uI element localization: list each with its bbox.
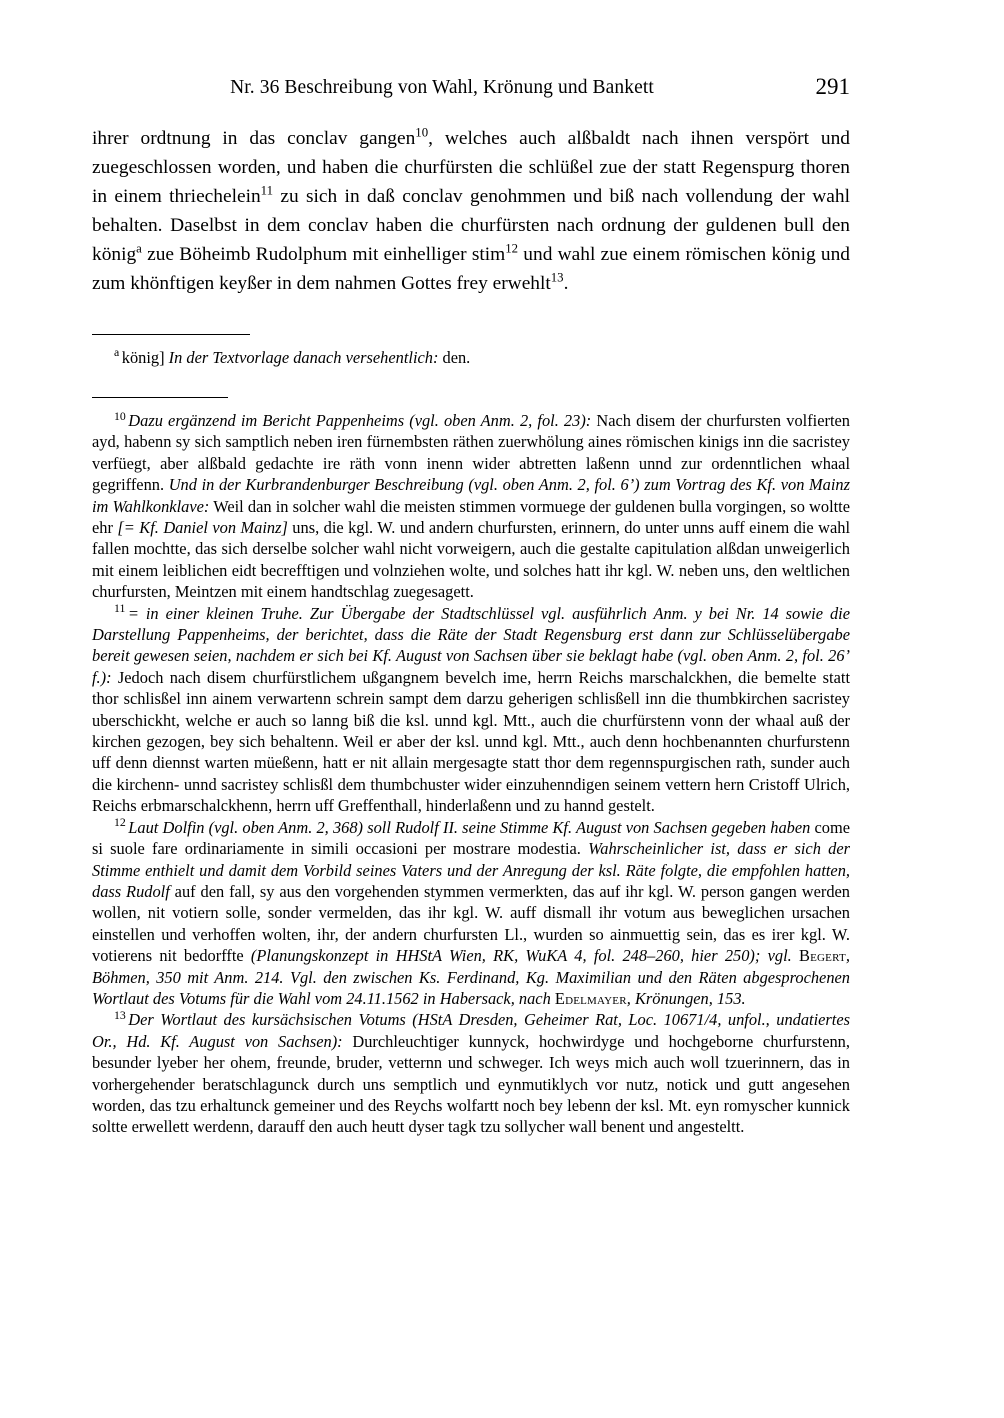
footnote-11 bbox=[92, 603, 850, 817]
footnote-roman-text: Jedoch nach disem churfürstlichem ußgangnem bevelch ime, herrn Reichs marschalckhen, die bemelte statt thor schlisßel inn ainem verwartenn schrein sampt dem darzu geherigen schlisßell inn die thumbkirchen sacristey uberschickht, welche er auch so lanng biß die ksl. unnd kgl. Mtt., auch die churfürstenn vonn der whaal auß der kirchen gezogen, bey sich behaltenn. Weil er aber der ksl. unnd kgl. Mtt., auch denn hochbenannten churfurstenn uff denn diennst warten müeßenn, hatt er nit allain mergesagte statt thor dem regennspurgischen rath, sunder auch die kirchenn- unnd sacristey schlisßl dem thumbchuster wider einzuhenndigen seinem vettern hern Cristoff Ulrich, Reichs erbmarschalckhenn, herrn uff Greffenthall, hinderlaßenn und zu hannd gestelt. bbox=[92, 667, 850, 816]
footnote-italic-text: Wahrscheinlicher ist, dass er sich der Stimme enthielt und damit dem Vorbild seines Vaters und der Anregung der ksl. Räte folgte, die empfohlen hatten, dass Rudolf bbox=[92, 839, 850, 901]
footnote-ref-13[interactable]: 13 bbox=[550, 271, 564, 285]
apparatus-notes bbox=[92, 347, 850, 368]
footnote-ref-12[interactable]: 12 bbox=[505, 241, 519, 256]
footnote-number: 13 bbox=[114, 1007, 126, 1022]
footnote-ref-10[interactable]: 10 bbox=[415, 125, 429, 140]
apparatus-ref-a[interactable]: a bbox=[136, 241, 142, 256]
footnote-roman-text: come si suole fare ordinariamente in simili occasioni per mostrare modestia. bbox=[92, 817, 850, 859]
body-segment-4: zue Böheimb Rudolphum mit einhelliger stim bbox=[141, 244, 506, 266]
footnote-number: 11 bbox=[114, 601, 126, 616]
footnote-roman-text: Nach disem der churfursten volfierten ayd, habenn sy sich samptlich neben iren fürnembsten räthen zuerwhölung aines römischen kinigs inn die sacristey verfüegt, aber alßbald gedachte ire räth vonn inenn wider abtretten laßenn unnd zur ordenntlichen whaal gegriffenn. bbox=[92, 410, 850, 495]
footnote-10 bbox=[92, 410, 850, 603]
footnote-roman-text: Weil dan in solcher wahl die meisten stimmen vormuege der guldenen bulla vorgingen, so woltte ehr bbox=[92, 496, 851, 537]
footnote-italic-text: = in einer kleinen Truhe. Zur Übergabe der Stadtschlüssel vgl. ausführlich Anm. y bei Nr. 14 sowie die Darstellung Pappenheims, der berichtet, dass die Räte der Stadt Regensburg erst dann zur Schlüsselübergabe bereit gewesen seien, nachdem er sich bei Kf. August von Sachsen über sie beklagt habe (vgl. oben Anm. 2, fol. 26’ f.): bbox=[92, 603, 850, 687]
footnote-roman-text: Durchleuchtiger kunnyck, hochwirdyge und hochgeborne churfurstenn, besunder lyeber her ohem, freunde, bruder, vetternn und schweger. Ich weys mich auch woll tzuerinnern, das in vorhergehender beratschlagunck durch uns semptlich und eynmutiklych vor nutz, notick und gutt angesehen worden, das tzu erhaltunck gemeiner und des Reychs wolfartt noch bey lebenn der ksl. Mt. eyn romyscher kunnick soltte erwellett werdenn, darauff den auch heutt dyser tagk tzu sollycher wall benent und angesteltt. bbox=[92, 1031, 850, 1137]
footnote-italic-text: [= Kf. Daniel von Mainz] bbox=[117, 518, 288, 537]
body-segment-3: zu sich in daß conclav genohmmen und biß nach vollendung der wahl behalten. Daselbst in dem conclav haben die churfürsten nach ordnung der guldenen bull den könig bbox=[92, 186, 850, 266]
footnote-italic-text: , Böhmen, 350 mit Anm. 214. Vgl. den zwischen Ks. Ferdinand, Kg. Maximilian und den Räten abgesprochenen Wortlaut des Votums für die Wahl vom 24.11.1562 in Habersack, nach bbox=[92, 946, 851, 1008]
main-paragraph bbox=[92, 124, 850, 299]
footnote-italic-text: Dazu ergänzend im Bericht Pappenheims (vgl. oben Anm. 2, fol. 23): bbox=[128, 410, 592, 430]
body-segment-6: . bbox=[563, 273, 569, 295]
footnote-separator-rule bbox=[92, 397, 228, 398]
footnote-13 bbox=[92, 1009, 850, 1137]
footnote-roman-text: auf den fall, sy aus den vorgehenden stymmen vermerkten, das auf ihr kgl. W. person gangen werden wollen, nit votiern solle, sonder vermelden, das ihr kgl. W. auff dismall ihr votum aus beweglichen ursachen einstellen und verhoffen wolten, ihr, der andern churfursten Ll., wurden so ainmuettig sein, das es irer kgl. W. votierens nit bedorffte bbox=[92, 881, 850, 966]
apparatus-lemma: könig bbox=[121, 347, 160, 367]
apparatus-separator-rule bbox=[92, 334, 250, 335]
apparatus-italic-text: In der Textvorlage danach versehentlich: bbox=[168, 347, 439, 367]
body-segment-1: ihrer ordtnung in das conclav gangen bbox=[92, 128, 416, 149]
footnote-italic-text: Und in der Kurbrandenburger Beschreibung (vgl. oben Anm. 2, fol. 6’) zum Vortrag des Kf. von Mainz im Wahlkonklave: bbox=[92, 475, 850, 516]
running-head bbox=[92, 76, 850, 122]
apparatus-note-mark: a bbox=[114, 345, 120, 360]
footnote-italic-text: , Krönungen, 153. bbox=[626, 988, 746, 1008]
apparatus-note-a bbox=[92, 347, 850, 368]
footnote-number: 12 bbox=[114, 815, 126, 830]
footnote-roman-text: uns, die kgl. W. und andern churfursten, erinnern, do unter unns auff einem die wahl fallen mochtte, das sich derselbe solcher wahl nicht vorweigern, auch die gestalte capitulation alßdan unweigerlich mit einem leiblichen eidt becrefftigen und volnziehen wolte, und solches hatt ihr kgl. W. neben uns, den weltlichen churfursten, Meintzen mit einem handtschlag zuegesagett. bbox=[92, 518, 851, 602]
page-content bbox=[92, 0, 850, 1138]
footnote-ref-11[interactable]: 11 bbox=[260, 183, 273, 198]
footnote-italic-text: Der Wortlaut des kursächsischen Votums (HStA Dresden, Geheimer Rat, Loc. 10671/4, unfol., undatiertes Or., Hd. Kf. August von Sachsen): bbox=[92, 1010, 850, 1051]
footnote-italic-text: (Planungskonzept in HHStA Wien, RK, WuKA 4, fol. 248–260, hier 250); vgl. bbox=[250, 946, 799, 966]
footnotes-block bbox=[92, 410, 850, 1138]
footnote-rule-wrap bbox=[92, 397, 850, 398]
footnote-number: 10 bbox=[114, 408, 126, 423]
footnote-author-smallcaps: Edelmayer bbox=[554, 988, 627, 1008]
body-segment-2: , welches auch alßbaldt nach ihnen verspört und zuegeschlossen worden, und haben die churfürsten die schlüßel zue der statt Regenspurg thoren in einem thriechelein bbox=[92, 128, 851, 208]
running-head-title: Nr. 36 Beschreibung von Wahl, Krönung und Bankett bbox=[230, 77, 654, 98]
footnote-author-smallcaps: Begert bbox=[798, 946, 846, 966]
body-segment-5: und wahl zue einem römischen könig und zum khönftigen keyßer in dem nahmen Gottes frey erwehlt bbox=[92, 244, 851, 295]
footnote-italic-text: Laut Dolfin (vgl. oben Anm. 2, 368) soll Rudolf II. seine Stimme Kf. August von Sachsen gegeben haben bbox=[128, 817, 811, 837]
apparatus-rule-wrap bbox=[92, 334, 850, 335]
apparatus-bracket: ] bbox=[159, 347, 169, 367]
main-text-block bbox=[92, 124, 850, 299]
footnote-12 bbox=[92, 817, 850, 1010]
apparatus-tail-text: den. bbox=[438, 347, 471, 367]
page-number: 291 bbox=[815, 74, 850, 99]
